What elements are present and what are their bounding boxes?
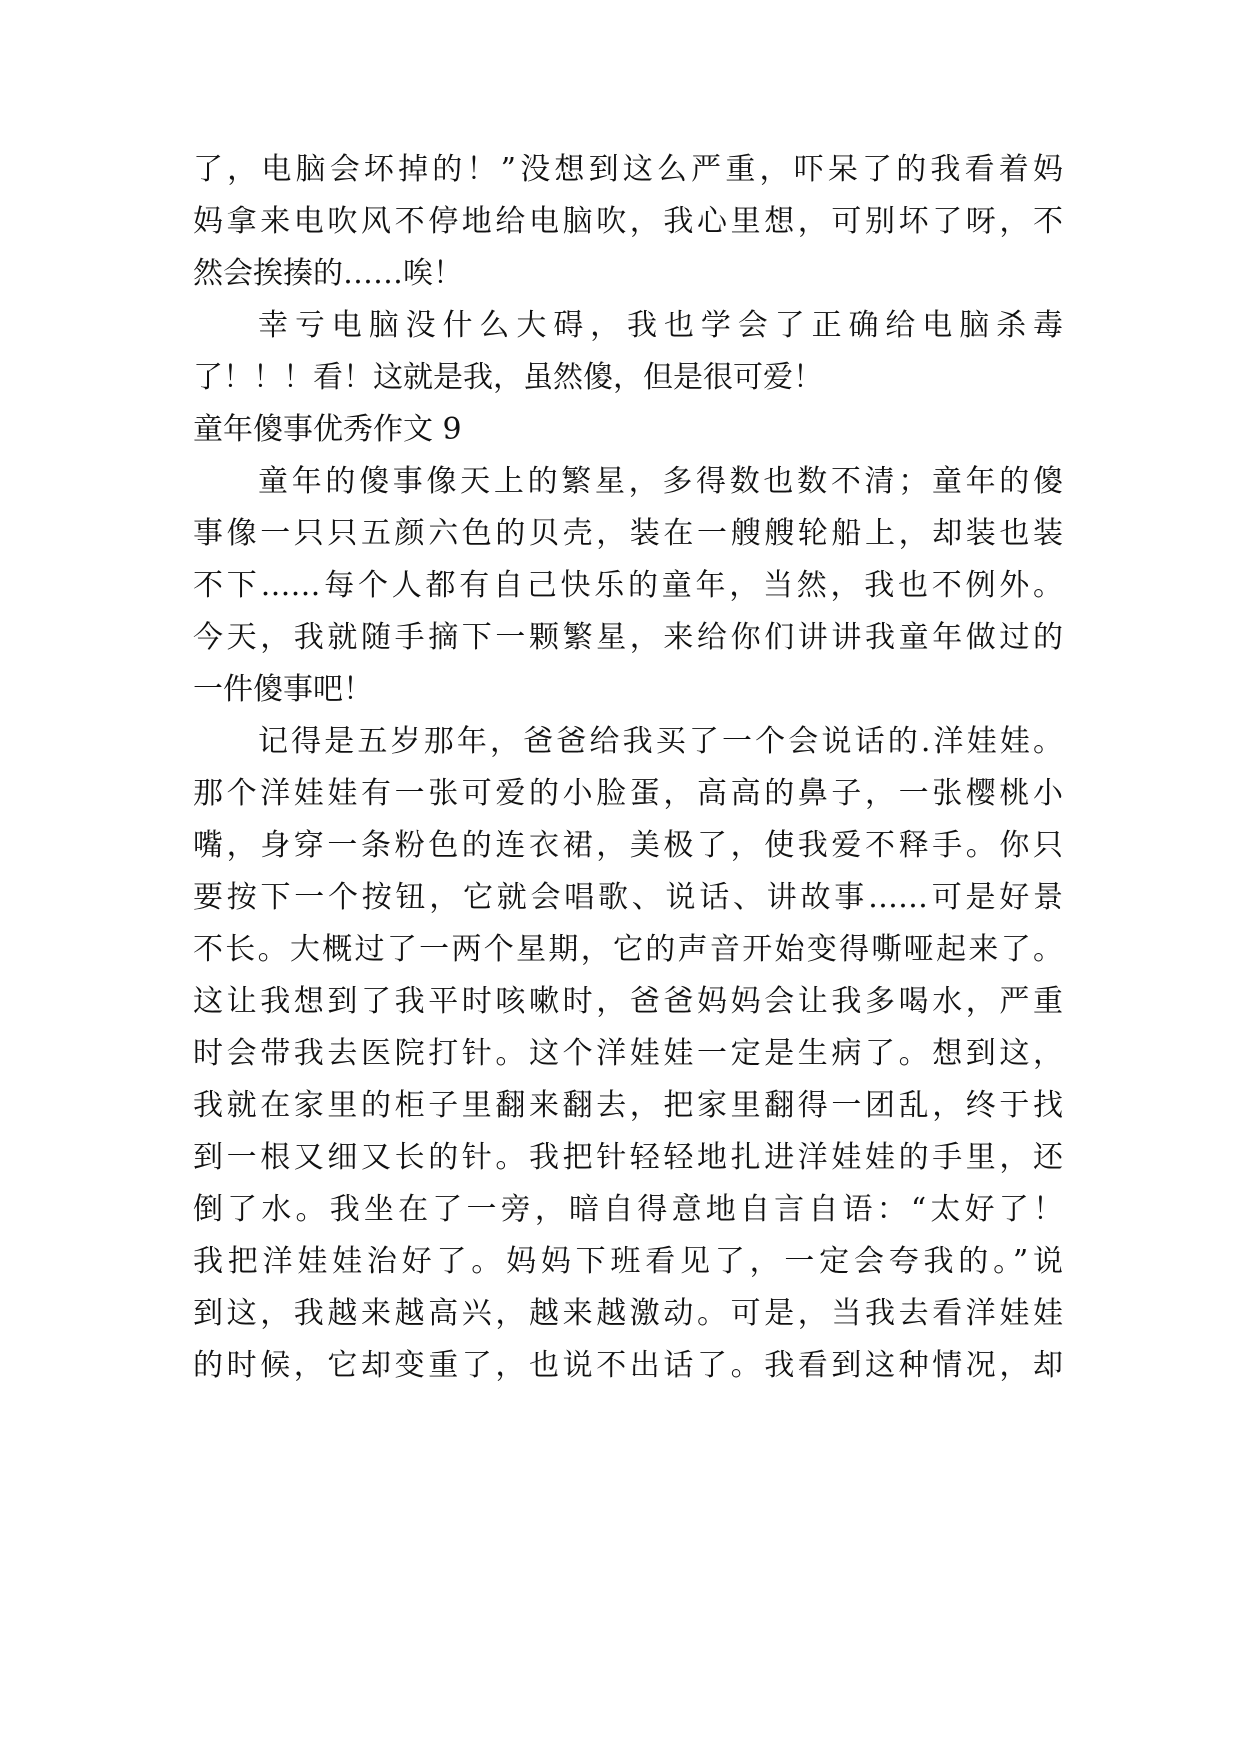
paragraph-line: 我把洋娃娃治好了。妈妈下班看见了，一定会夸我的。”说 <box>193 1244 1063 1279</box>
paragraph-line: 一件傻事吧！ <box>193 672 373 707</box>
paragraph-line: 妈拿来电吹风不停地给电脑吹，我心里想，可别坏了呀，不 <box>193 204 1063 239</box>
paragraph-line: 嘴，身穿一条粉色的连衣裙，美极了，使我爱不释手。你只 <box>193 828 1063 863</box>
paragraph-line: 的时候，它却变重了，也说不出话了。我看到这种情况，却 <box>193 1348 1063 1383</box>
paragraph-line: 童年的傻事像天上的繁星，多得数也数不清；童年的傻 <box>258 464 1063 499</box>
paragraph-line: 不下……每个人都有自己快乐的童年，当然，我也不例外。 <box>193 568 1063 603</box>
paragraph-line: 幸亏电脑没什么大碍，我也学会了正确给电脑杀毒 <box>258 308 1063 343</box>
paragraph-line: 事像一只只五颜六色的贝壳，装在一艘艘轮船上，却装也装 <box>193 516 1063 551</box>
paragraph-line: 时会带我去医院打针。这个洋娃娃一定是生病了。想到这， <box>193 1036 1063 1071</box>
paragraph-line: 到一根又细又长的针。我把针轻轻地扎进洋娃娃的手里，还 <box>193 1140 1063 1175</box>
paragraph-line: 要按下一个按钮，它就会唱歌、说话、讲故事……可是好景 <box>193 880 1063 915</box>
paragraph-line: 今天，我就随手摘下一颗繁星，来给你们讲讲我童年做过的 <box>193 620 1063 655</box>
paragraph-line: 了，电脑会坏掉的！”没想到这么严重，吓呆了的我看着妈 <box>193 152 1063 187</box>
paragraph-line: 这让我想到了我平时咳嗽时，爸爸妈妈会让我多喝水，严重 <box>193 984 1063 1019</box>
paragraph-line: 倒了水。我坐在了一旁，暗自得意地自言自语：“太好了！ <box>193 1192 1063 1227</box>
paragraph-line: 了！！！看！这就是我，虽然傻，但是很可爱！ <box>193 360 823 395</box>
paragraph-line: 然会挨揍的……唉！ <box>193 256 463 291</box>
paragraph-line: 到这，我越来越高兴，越来越激动。可是，当我去看洋娃娃 <box>193 1296 1063 1331</box>
paragraph-line: 记得是五岁那年，爸爸给我买了一个会说话的.洋娃娃。 <box>258 724 1063 759</box>
section-title: 童年傻事优秀作文 9 <box>193 412 462 447</box>
paragraph-line: 我就在家里的柜子里翻来翻去，把家里翻得一团乱，终于找 <box>193 1088 1063 1123</box>
paragraph-line: 那个洋娃娃有一张可爱的小脸蛋，高高的鼻子，一张樱桃小 <box>193 776 1063 811</box>
paragraph-line: 不长。大概过了一两个星期，它的声音开始变得嘶哑起来了。 <box>193 932 1063 967</box>
